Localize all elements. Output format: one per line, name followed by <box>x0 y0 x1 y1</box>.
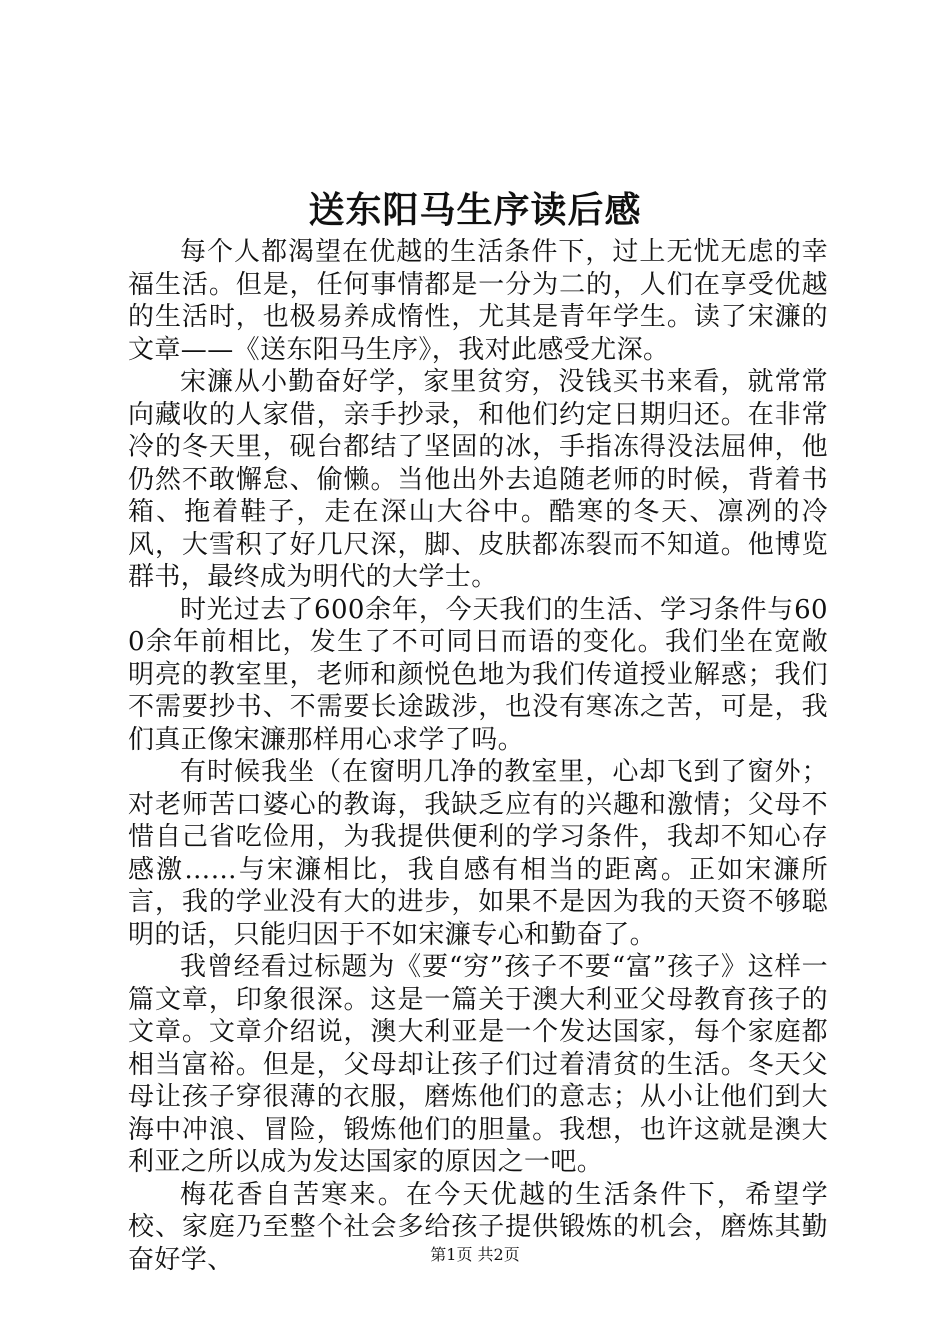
page-number-footer: 第1页 共2页 <box>430 1245 520 1264</box>
paragraph-3: 时光过去了600余年，今天我们的生活、学习条件与600余年前相比，发生了不可同日而语的变化。我们坐在宽敞明亮的教室里，老师和颜悦色地为我们传道授业解惑；我们不需要抄书、不需要长途跋涉，也没有寒冻之苦，可是，我们真正像宋濂那样用心求学了吗。 <box>128 594 828 755</box>
paragraph-6: 梅花香自苦寒来。在今天优越的生活条件下，希望学校、家庭乃至整个社会多给孩子提供锻炼的机会，磨炼其勤奋好学、 <box>128 1179 828 1275</box>
paragraph-4: 有时候我坐（在窗明几净的教室里，心却飞到了窗外；对老师苦口婆心的教诲，我缺乏应有的兴趣和激情；父母不惜自己省吃俭用，为我提供便利的学习条件，我却不知心存感激……与宋濂相比，我自感有相当的距离。正如宋濂所言，我的学业没有大的进步，如果不是因为我的天资不够聪明的话，只能归因于不如宋濂专心和勤奋了。 <box>128 757 828 950</box>
paragraph-5: 我曾经看过标题为《要“穷”孩子不要“富”孩子》这样一篇文章，印象很深。这是一篇关于澳大利亚父母教育孩子的文章。文章介绍说，澳大利亚是一个发达国家，每个家庭都相当富裕。但是，父母却让孩子们过着清贫的生活。冬天父母让孩子穿很薄的衣服，磨炼他们的意志；从小让他们到大海中冲浪、冒险，锻炼他们的胆量。我想，也许这就是澳大利亚之所以成为发达国家的原因之一吧。 <box>128 952 828 1177</box>
paragraph-2: 宋濂从小勤奋好学，家里贫穷，没钱买书来看，就常常向藏收的人家借，亲手抄录，和他们约定日期归还。在非常冷的冬天里，砚台都结了坚固的冰，手指冻得没法屈伸，他仍然不敢懈怠、偷懒。当他出外去追随老师的时候，背着书箱、拖着鞋子，走在深山大谷中。酷寒的冬天、凛冽的冷风，大雪积了好几尺深，脚、皮肤都冻裂而不知道。他博览群书，最终成为明代的大学士。 <box>128 367 828 592</box>
document-body <box>128 236 828 1276</box>
paragraph-1: 每个人都渴望在优越的生活条件下，过上无忧无虑的幸福生活。但是，任何事情都是一分为二的，人们在享受优越的生活时，也极易养成惰性，尤其是青年学生。读了宋濂的文章——《送东阳马生序》，我对此感受尤深。 <box>128 237 828 365</box>
document-title: 送东阳马生序读后感 <box>308 189 642 231</box>
